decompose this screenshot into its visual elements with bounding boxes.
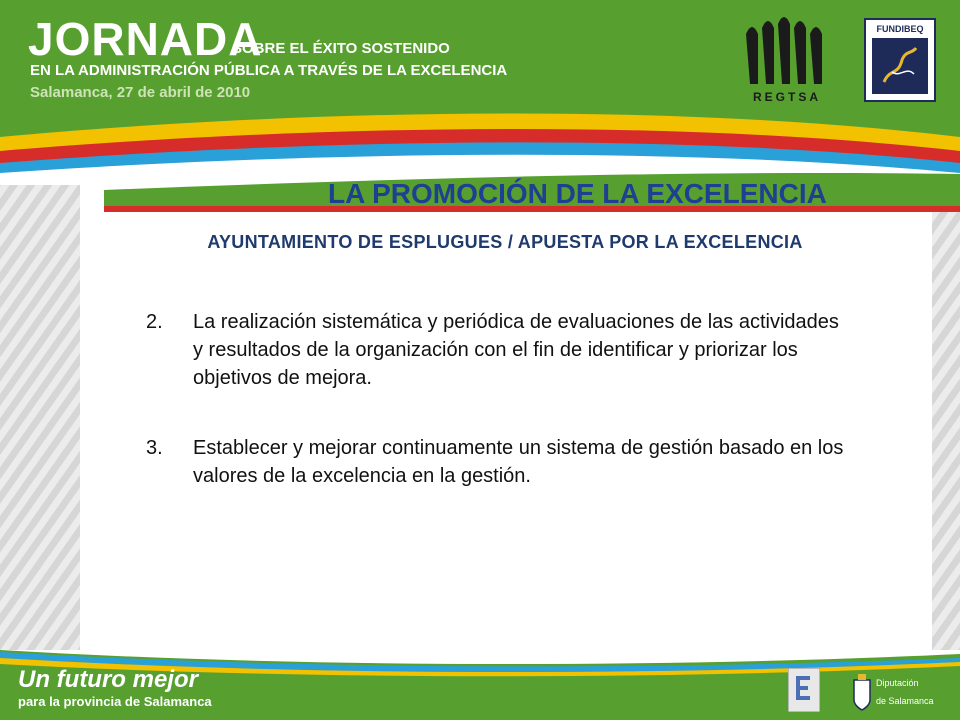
slide-title: LA PROMOCIÓN DE LA EXCELENCIA	[328, 178, 827, 209]
side-stripes-right	[932, 150, 960, 650]
footer-slogan: Un futuro mejor	[18, 666, 198, 693]
side-stripes-left	[0, 150, 80, 650]
footer-slogan-sub: para la provincia de Salamanca	[18, 694, 212, 709]
regtsa-logo	[738, 14, 836, 106]
event-subtitle-line2: EN LA ADMINISTRACIÓN PÚBLICA A TRAVÉS DE LA EXCELENCIA	[30, 62, 508, 79]
slide-subtitle: AYUNTAMIENTO DE ESPLUGUES / APUESTA POR LA EXCELENCIA	[207, 232, 803, 252]
excellence-badge-icon	[788, 668, 820, 712]
list-item	[146, 308, 846, 392]
event-date: Salamanca, 27 de abril de 2010	[30, 84, 251, 101]
list-item-number: 3.	[146, 437, 163, 459]
slide-title-bar	[104, 168, 960, 212]
list-item	[146, 434, 846, 490]
list-item-text: La realización sistemática y periódica de evaluaciones de las actividades y resultados de la organización con el fin de identificar y priorizar los objetivos de mejora.	[193, 311, 839, 389]
fundibeq-label: FUNDIBEQ	[876, 24, 924, 34]
event-subtitle-line1: SOBRE EL ÉXITO SOSTENIDO	[232, 40, 450, 57]
diputacion-label-1: Diputación	[876, 678, 919, 688]
diputacion-label-2: de Salamanca	[876, 696, 934, 706]
fundibeq-logo	[864, 18, 936, 102]
event-title: JORNADA	[28, 13, 263, 65]
list-item-number: 2.	[146, 311, 163, 333]
list-item-text: Establecer y mejorar continuamente un sistema de gestión basado en los valores de la excelencia en la gestión.	[193, 437, 844, 487]
regtsa-label: REGTSA	[752, 90, 821, 104]
diputacion-logo	[852, 668, 952, 718]
